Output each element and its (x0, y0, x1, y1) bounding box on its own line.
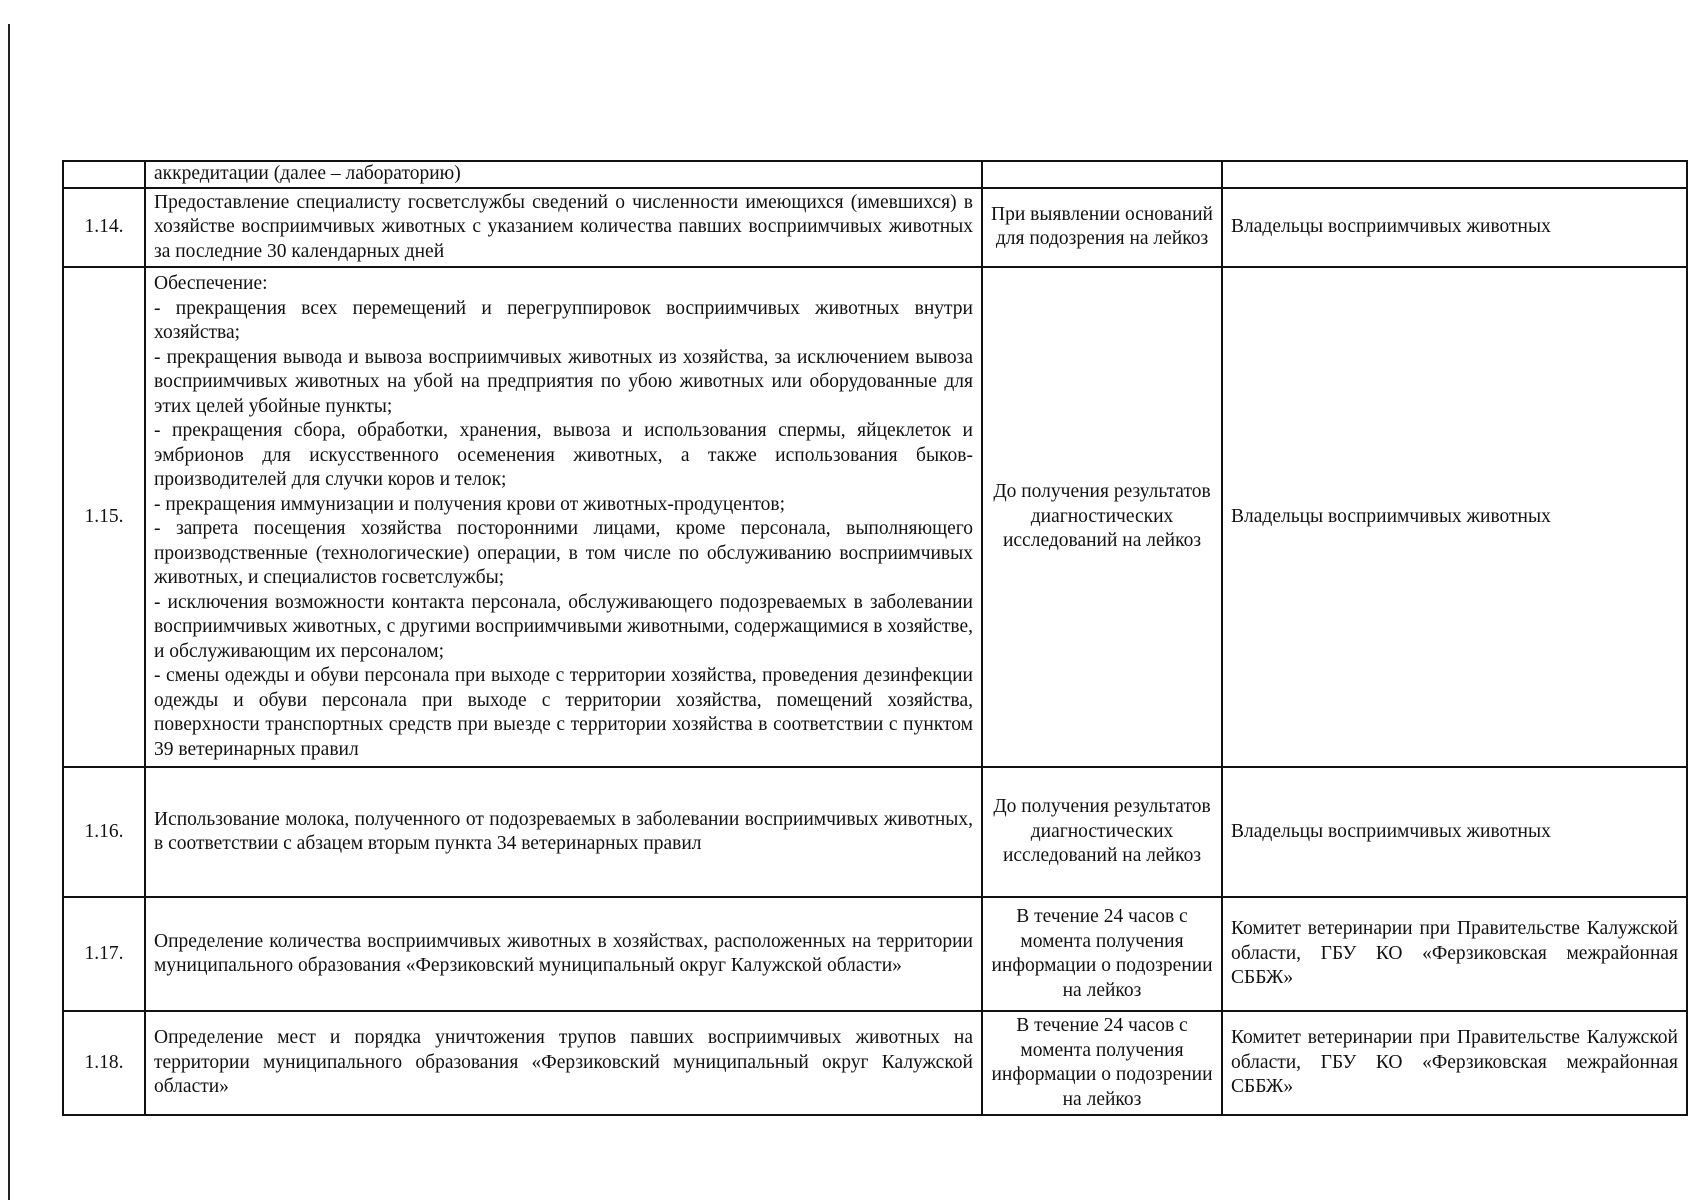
measure-term: До получения результатов диагностических исследований на лейкоз (982, 267, 1222, 767)
measure-responsible: Владельцы восприимчивых животных (1222, 188, 1687, 268)
row-number: 1.16. (63, 767, 145, 897)
measures-table (62, 160, 1688, 1116)
table-row (63, 161, 1687, 188)
description-line: - прекращения иммунизации и получения крови от животных-продуцентов; (154, 493, 786, 515)
table-row (63, 267, 1687, 767)
measure-responsible: Комитет ветеринарии при Правительстве Калужской области, ГБУ КО «Ферзиковская межрайонная СББЖ» (1222, 897, 1687, 1011)
row-number: 1.14. (63, 188, 145, 268)
measure-term: При выявлении оснований для подозрения на лейкоз (982, 188, 1222, 268)
measure-term (982, 161, 1222, 188)
description-line: - смены одежды и обуви персонала при выходе с территории хозяйства, проведения дезинфекции одежды и обуви персонала при выходе с территории хозяйства, помещений хозяйства, поверхности транспортных средств при выезде с территории хозяйства в соответствии с пунктом 39 ветеринарных правил (154, 665, 973, 760)
description-line: - прекращения сбора, обработки, хранения, вывоза и использования спермы, яйцеклеток и эмбрионов для искусственного осеменения животных, а также использования быков-производителей для случки коров и телок; (154, 420, 973, 490)
description-line: - прекращения всех перемещений и перегруппировок восприимчивых животных внутри хозяйства; (154, 297, 973, 343)
measure-responsible: Владельцы восприимчивых животных (1222, 267, 1687, 767)
measure-responsible: Комитет ветеринарии при Правительстве Калужской области, ГБУ КО «Ферзиковская межрайонная СББЖ» (1222, 1011, 1687, 1115)
table-row (63, 767, 1687, 897)
measure-term: В течение 24 часов с момента получения информации о подозрении на лейкоз (982, 897, 1222, 1011)
measure-description (145, 267, 982, 767)
row-number (63, 161, 145, 188)
measure-description: аккредитации (далее – лабораторию) (145, 161, 982, 188)
row-number: 1.18. (63, 1011, 145, 1115)
table-row (63, 897, 1687, 1011)
measure-description: Использование молока, полученного от подозреваемых в заболевании восприимчивых животных, в соответствии с абзацем вторым пункта 34 ветеринарных правил (145, 767, 982, 897)
measure-description: Определение мест и порядка уничтожения трупов павших восприимчивых животных на территории муниципального образования «Ферзиковский муниципальный округ Калужской области» (145, 1011, 982, 1115)
table-row (63, 1011, 1687, 1115)
table-row (63, 188, 1687, 268)
description-line: - исключения возможности контакта персонала, обслуживающего подозреваемых в заболевании восприимчивых животных, с другими восприимчивыми животными, содержащимися в хозяйстве, и обслуживающим их персоналом; (154, 591, 973, 662)
description-line: Обеспечение: (154, 273, 268, 294)
measure-description: Определение количества восприимчивых животных в хозяйствах, расположенных на территории муниципального образования «Ферзиковский муниципальный округ Калужской области» (145, 897, 982, 1011)
measure-term: До получения результатов диагностических исследований на лейкоз (982, 767, 1222, 897)
scan-margin-line (8, 24, 10, 1200)
measure-responsible (1222, 161, 1687, 188)
measure-responsible: Владельцы восприимчивых животных (1222, 767, 1687, 897)
row-number: 1.17. (63, 897, 145, 1011)
description-line: - запрета посещения хозяйства посторонними лицами, кроме персонала, выполняющего производственные (технологические) операции, в том числе по обслуживанию восприимчивых животных, и специалистов госветслужбы; (154, 518, 973, 588)
row-number: 1.15. (63, 267, 145, 767)
measure-description: Предоставление специалисту госветслужбы сведений о численности имеющихся (имевшихся) в хозяйстве восприимчивых животных с указанием количества павших восприимчивых животных за последние 30 календарных дней (145, 188, 982, 268)
measure-term: В течение 24 часов с момента получения информации о подозрении на лейкоз (982, 1011, 1222, 1115)
description-line: - прекращения вывода и вывоза восприимчивых животных из хозяйства, за исключением вывоза восприимчивых животных на убой на предприятия по убою животных или оборудованные для этих целей убойные пункты; (154, 346, 973, 417)
